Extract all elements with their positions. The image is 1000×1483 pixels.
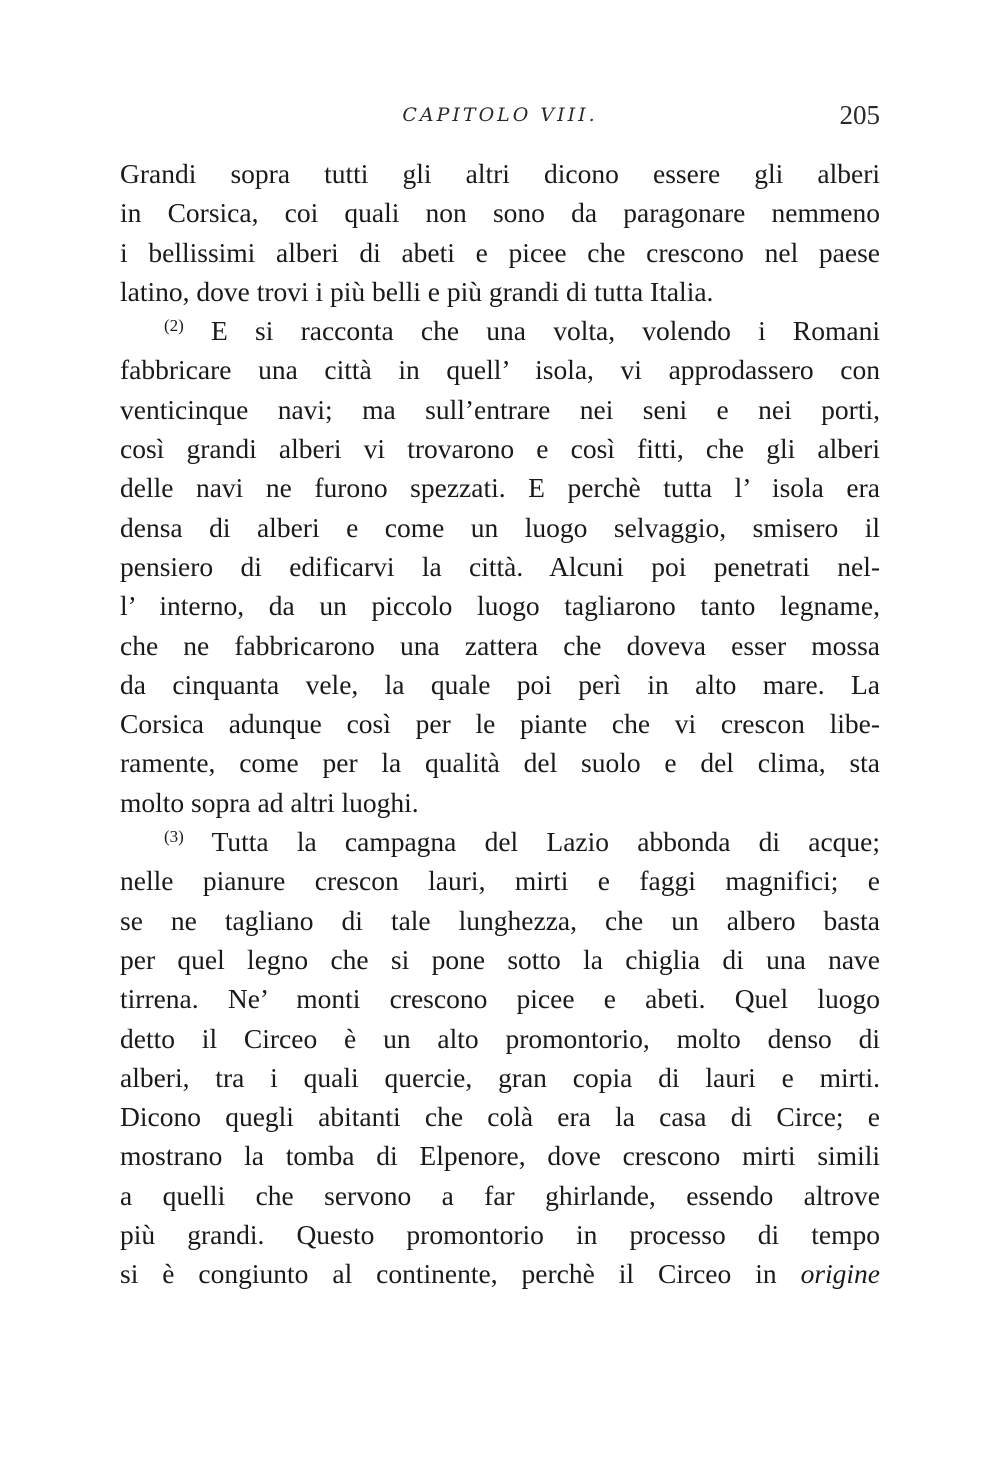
text-line: a quelli che servono a far ghirlande, essendo altrove <box>120 1179 880 1211</box>
body-text <box>120 154 880 1294</box>
text-line-content: si è congiunto al continente, perchè il Circeo in <box>120 1258 777 1290</box>
text-line: alberi, tra i quali quercie, gran copia di lauri e mirti. <box>120 1061 880 1093</box>
italic-word: origine <box>800 1258 881 1290</box>
text-line: da cinquanta vele, la quale poi perì in alto mare. La <box>120 668 880 700</box>
text-line: ramente, come per la qualità del suolo e del clima, sta <box>120 747 880 779</box>
text-line: detto il Circeo è un alto promontorio, molto denso di <box>120 1022 880 1054</box>
text-line-content: Tutta la campagna del Lazio abbonda di acque; <box>211 826 880 858</box>
text-line: venticinque navi; ma sull’entrare nei seni e nei porti, <box>120 393 880 425</box>
text-line: che ne fabbricarono una zattera che doveva esser mossa <box>120 629 880 661</box>
chapter-title: CAPITOLO VIII. <box>402 104 598 126</box>
paragraph-start-line <box>120 822 880 861</box>
text-line: per quel legno che si pone sotto la chiglia di una nave <box>120 943 880 975</box>
footnote-marker: (3) <box>164 827 184 847</box>
text-line: nelle pianure crescon lauri, mirti e faggi magnifici; e <box>120 865 880 897</box>
text-line: latino, dove trovi i più belli e più grandi di tutta Italia. <box>120 275 714 307</box>
text-line: se ne tagliano di tale lunghezza, che un albero basta <box>120 904 880 936</box>
text-line: mostrano la tomba di Elpenore, dove crescono mirti simili <box>120 1140 880 1172</box>
text-line: delle navi ne furono spezzati. E perchè tutta l’ isola era <box>120 472 880 504</box>
text-line: Corsica adunque così per le piante che vi crescon libe- <box>120 708 880 740</box>
text-line: densa di alberi e come un luogo selvaggio, smisero il <box>120 511 880 543</box>
text-line: fabbricare una città in quell’ isola, vi approdassero con <box>120 354 880 386</box>
text-line: tirrena. Ne’ monti crescono picee e abeti. Quel luogo <box>120 983 880 1015</box>
running-head <box>120 100 880 136</box>
text-line: più grandi. Questo promontorio in processo di tempo <box>120 1219 880 1251</box>
text-line: così grandi alberi vi trovarono e così fitti, che gli alberi <box>120 433 880 465</box>
paragraph-start-line <box>120 311 880 350</box>
text-line: pensiero di edificarvi la città. Alcuni poi penetrati nel- <box>120 550 880 582</box>
text-line: Dicono quegli abitanti che colà era la casa di Circe; e <box>120 1101 880 1133</box>
text-line: i bellissimi alberi di abeti e picee che crescono nel paese <box>120 236 880 268</box>
text-line: l’ interno, da un piccolo luogo tagliarono tanto legname, <box>120 590 880 622</box>
text-line: Grandi sopra tutti gli altri dicono essere gli alberi <box>120 158 880 189</box>
text-line: molto sopra ad altri luoghi. <box>120 786 419 818</box>
text-line-content: E si racconta che una volta, volendo i Romani <box>211 315 881 347</box>
text-line <box>120 1254 880 1293</box>
footnote-marker: (2) <box>164 316 184 336</box>
text-line: in Corsica, coi quali non sono da paragonare nemmeno <box>120 197 880 229</box>
page-number: 205 <box>839 100 880 130</box>
